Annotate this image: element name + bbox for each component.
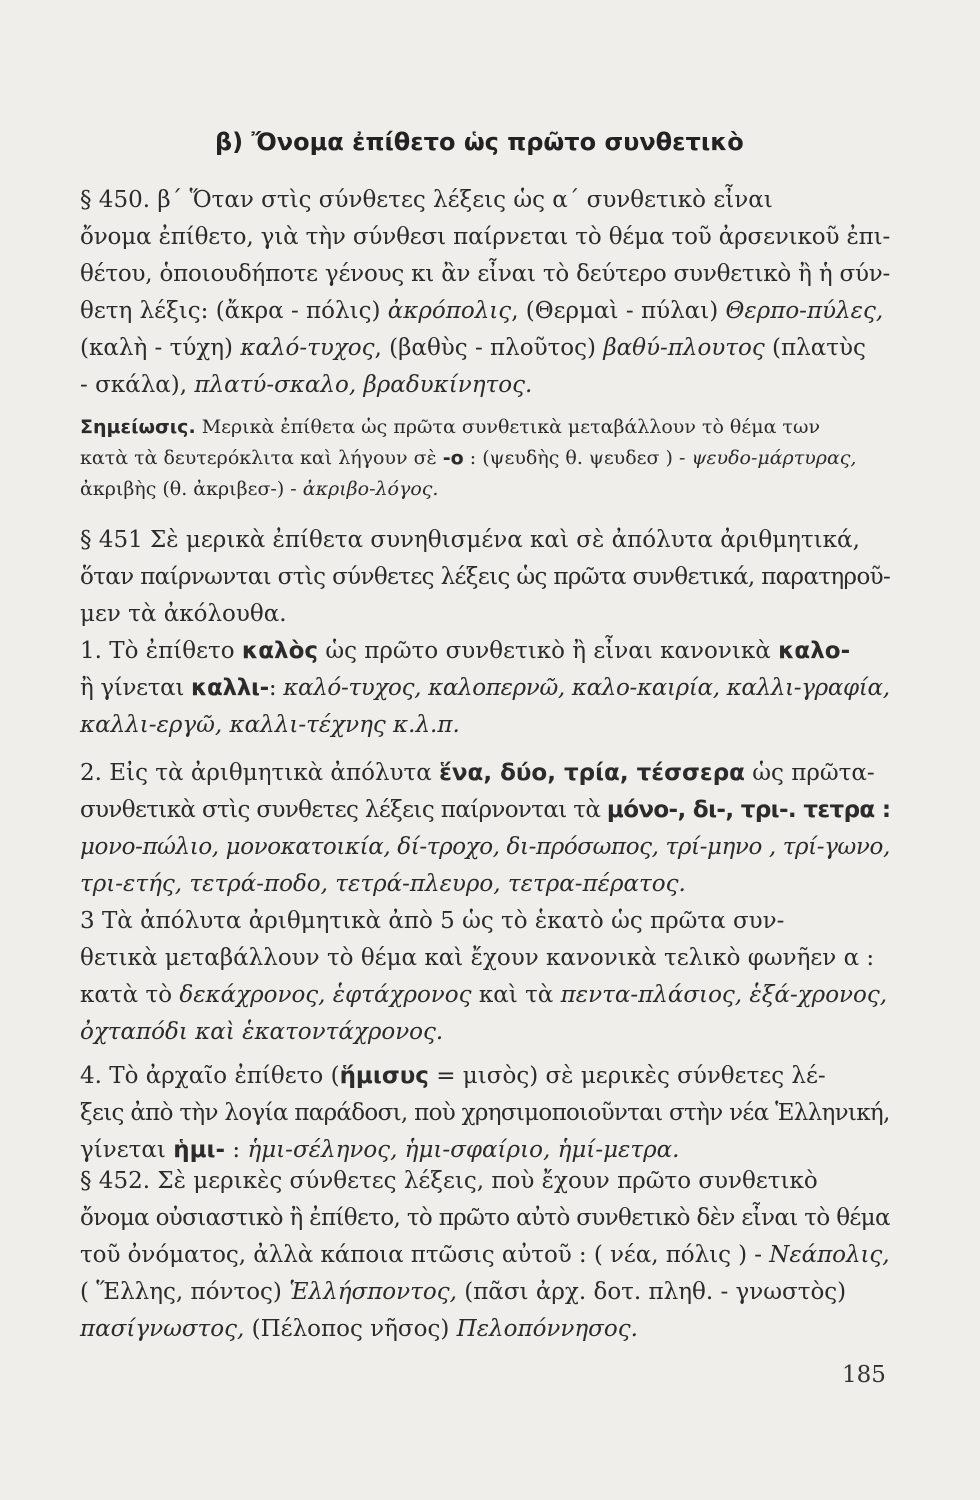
text-line	[80, 1237, 890, 1274]
text-run: πλατύ-σκαλο, βραδυκίνητος.	[194, 372, 533, 398]
text-line	[80, 412, 890, 443]
paragraph-452	[80, 1163, 890, 1348]
text-line	[80, 367, 890, 404]
text-run: ψευδο-μάρτυρας,	[691, 447, 857, 469]
note-block	[80, 412, 890, 505]
text-run: , (βαθὺς - πλοῦτος)	[374, 335, 604, 361]
text-line	[80, 866, 890, 903]
text-run: ὀχταπόδι καὶ ἑκατοντάχρονος.	[80, 1019, 444, 1045]
text-run: ἡμι-σέληνος, ἡμι-σφαίριο, ἡμί-μετρα.	[247, 1137, 680, 1163]
text-run: (πᾶσι ἀρχ. δοτ. πληθ. - γνωστὸς)	[456, 1279, 847, 1305]
text-run: , (Θερμαὶ - πύλαι)	[511, 298, 726, 324]
text-run: τοῦ ὀνόματος, ἀλλὰ κάποια πτῶσις αὐτοῦ : ( νέα, πόλις ) -	[80, 1242, 770, 1268]
text-line	[80, 1163, 890, 1200]
text-run: καλλι-εργῶ, καλλι-τέχνης κ.λ.π.	[80, 712, 460, 738]
text-run: ὄνομα οὐσιαστικὸ ἢ ἐπίθετο, τὸ πρῶτο αὐτὸ συνθετικὸ δὲν εἶναι τὸ θέμα	[80, 1205, 890, 1231]
text-line	[80, 792, 890, 829]
text-run: § 451 Σὲ μερικὰ ἐπίθετα συνηθισμένα καὶ σὲ ἀπόλυτα ἀριθμητικά,	[80, 527, 860, 553]
text-line	[80, 670, 890, 707]
text-run: μονο-πώλιο, μονοκατοικία, δί-τροχο, δι-πρόσωπος, τρί-μηνο , τρί-γωνο,	[80, 834, 890, 860]
text-run: ἀκριβὴς (θ. ἀκριβεσ-) -	[80, 478, 303, 500]
text-run: μεν τὰ ἀκόλουθα.	[80, 601, 287, 627]
text-run: ὡς πρῶτα-	[744, 760, 875, 786]
text-run: -ο	[442, 447, 464, 469]
text-run: πασίγνωστος,	[80, 1316, 245, 1342]
text-line	[80, 1200, 890, 1237]
text-run: θέτου, ὁποιουδήποτε γένους κι ἂν εἶναι τὸ δεύτερο συνθετικὸ ἢ ἡ σύν-	[80, 261, 891, 287]
text-run: (καλὴ - τύχη)	[80, 335, 241, 361]
text-line	[80, 219, 890, 256]
section-heading: β) Ὄνομα ἐπίθετο ὡς πρῶτο συνθετικὸ	[215, 128, 744, 156]
text-run: § 452. Σὲ μερικὲς σύνθετες λέξεις, ποὺ ἔχουν πρῶτο συνθετικὸ	[80, 1168, 818, 1194]
text-run: ὅταν παίρνωνται στὶς σύνθετες λέξεις ὡς πρῶτα συνθετικά, παρατηροῦ-	[80, 564, 891, 590]
text-run: § 450. β΄ Ὅταν στὶς σύνθετες λέξεις ὡς α΄ συνθετικὸ εἶναι	[80, 187, 773, 213]
text-run: καλό-τυχος, καλοπερνῶ, καλο-καιρία, καλλι-γραφία,	[283, 675, 890, 701]
text-run: ἥμισυς	[339, 1063, 429, 1089]
text-run: = μισὸς) σὲ μερικὲς σύνθετες λέ-	[428, 1063, 826, 1089]
text-line	[80, 977, 890, 1014]
text-run: ὡς πρῶτο συνθετικὸ ἢ εἶναι κανονικὰ	[318, 638, 779, 664]
text-run: Μερικὰ ἐπίθετα ὡς πρῶτα συνθετικὰ μεταβάλλουν τὸ θέμα των	[195, 416, 820, 438]
text-line	[80, 1311, 890, 1348]
text-run: καλό-τυχος	[240, 335, 375, 361]
text-run: ἀκριβο-λόγος.	[302, 478, 439, 500]
text-run: πεντα-πλάσιος, ἑξά-χρονος,	[560, 982, 888, 1008]
item-1	[80, 633, 890, 744]
text-run: 4. Τὸ ἀρχαῖο ἐπίθετο (	[80, 1063, 340, 1089]
text-run: - σκάλα),	[80, 372, 195, 398]
text-run: ὄνομα ἐπίθετο, γιὰ τὴν σύνθεσι παίρνεται τὸ θέμα τοῦ ἀρσενικοῦ ἐπι-	[80, 224, 891, 250]
text-run: (Πέλοπος νῆσος)	[244, 1316, 457, 1342]
text-run: γίνεται	[80, 1137, 174, 1163]
text-line	[80, 559, 890, 596]
text-run: θετη λέξις: (ἄκρα - πόλις)	[80, 298, 388, 324]
text-run: Πελοπόννησος.	[456, 1316, 638, 1342]
text-line	[80, 903, 890, 940]
text-line	[80, 293, 890, 330]
text-run: ξεις ἀπὸ τὴν λογία παράδοσι, ποὺ χρησιμοποιοῦνται στὴν νέα Ἑλληνική,	[80, 1100, 890, 1126]
text-run: συνθετικὰ στὶς συνθετες λέξεις παίρνονται τὰ	[80, 797, 607, 823]
text-run: : (ψευδὴς θ. ψευδεσ ) -	[463, 447, 692, 469]
text-run: ἕνα, δύο, τρία, τέσσερα	[439, 760, 745, 786]
item-3	[80, 903, 890, 1051]
text-line	[80, 1058, 890, 1095]
text-run: Σημείωσις.	[80, 416, 196, 438]
text-line	[80, 707, 890, 744]
page-number: 185	[842, 1362, 886, 1388]
text-run: θετικὰ μεταβάλλουν τὸ θέμα καὶ ἔχουν κανονικὰ τελικὸ φωνῆεν α :	[80, 945, 875, 971]
text-run: 1. Τὸ ἐπίθετο	[80, 638, 242, 664]
text-run: Νεάπολις,	[769, 1242, 890, 1268]
text-line	[80, 182, 890, 219]
text-run: κατὰ τὸ	[80, 982, 180, 1008]
text-run: Θερπο-πύλες,	[725, 298, 884, 324]
text-line	[80, 755, 890, 792]
text-run: ἡμι-	[173, 1137, 226, 1163]
text-line	[80, 633, 890, 670]
paragraph-450	[80, 182, 890, 404]
text-line	[80, 330, 890, 367]
text-line	[80, 829, 890, 866]
text-line	[80, 474, 890, 505]
text-run: καλὸς	[241, 638, 319, 664]
text-line	[80, 1274, 890, 1311]
paragraph-451	[80, 522, 890, 633]
text-run: :	[268, 675, 284, 701]
text-run: Ἑλλήσποντος,	[289, 1279, 457, 1305]
text-run: 3 Τὰ ἀπόλυτα ἀριθμητικὰ ἀπὸ 5 ὡς τὸ ἑκατὸ ὡς πρῶτα συν-	[80, 908, 785, 934]
text-run: δεκάχρονος, ἑφτάχρονος	[179, 982, 472, 1008]
text-run: ἀκρόπολις	[387, 298, 512, 324]
text-run: τρι-ετής, τετρά-ποδο, τετρά-πλευρο, τετρα-πέρατος.	[80, 871, 686, 897]
text-run: ( Ἕλλης, πόντος)	[80, 1279, 290, 1305]
text-line	[80, 596, 890, 633]
text-line	[80, 1095, 890, 1132]
text-line	[80, 1014, 890, 1051]
text-run: κατὰ τὰ δευτερόκλιτα καὶ λήγουν σὲ	[80, 447, 443, 469]
text-run: 2. Εἰς τὰ ἀριθμητικὰ ἀπόλυτα	[80, 760, 440, 786]
text-line	[80, 940, 890, 977]
text-run: καὶ τὰ	[471, 982, 561, 1008]
text-run: ἢ γίνεται	[80, 675, 192, 701]
item-2	[80, 755, 890, 903]
text-run: βαθύ-πλουτος	[603, 335, 765, 361]
text-run: :	[225, 1137, 248, 1163]
item-4	[80, 1058, 890, 1169]
text-run: (πλατὺς	[764, 335, 866, 361]
text-run: καλο-	[778, 638, 851, 664]
text-run: καλλι-	[191, 675, 269, 701]
text-line	[80, 522, 890, 559]
text-run: μόνο-, δι-, τρι-. τετρα :	[606, 797, 891, 823]
text-line	[80, 256, 890, 293]
text-line	[80, 443, 890, 474]
